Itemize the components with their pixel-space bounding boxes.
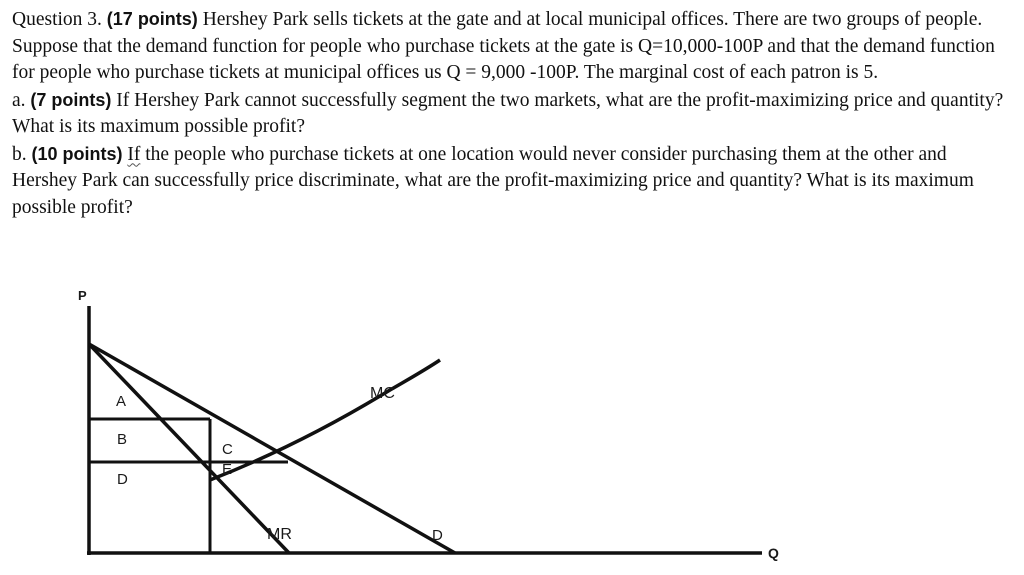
region-label-a: A [116,393,127,410]
mc-label: MC [370,385,395,402]
region-label-b: B [117,431,128,448]
part-a-label: a. [12,89,26,111]
mr-label: MR [267,526,292,543]
part-a-points: (7 points) [30,89,112,110]
demand-curve-steep [89,344,289,553]
region-label-c: C [222,441,233,458]
x-axis-label: Q [768,545,779,561]
part-a-text: If Hershey Park cannot successfully segment the two markets, what are the profit-maximizing price and quantity? What is its maximum possible profit? [12,89,1004,137]
y-axis-label: P [78,288,87,303]
region-label-d: D [117,471,128,488]
question-points: (17 points) [106,9,198,29]
question-stem-text: Hershey Park sells tickets at the gate and at local municipal offices. There are two groups of people. Suppose that the demand function for people who purchase tickets at the gate is Q=10,000-100P and that the demand function for people who purchase tickets at municipal offices us Q = 9,000 -100P. The marginal cost of each patron is 5. [12,9,995,83]
part-b-label: b. [12,143,27,165]
demand-curve-d [89,344,455,553]
part-b-points: (10 points) [31,143,123,164]
question-heading: Question 3. [12,9,102,30]
region-label-e: E [222,461,233,478]
demand-label: D [432,527,443,544]
part-b-text: the people who purchase tickets at one location would never consider purchasing them at the other and Hershey Park can successfully price discriminate, what are the profit-maximizing price and quantity? What is its maximum possible profit? [12,143,974,218]
part-b-if: If [127,143,141,165]
